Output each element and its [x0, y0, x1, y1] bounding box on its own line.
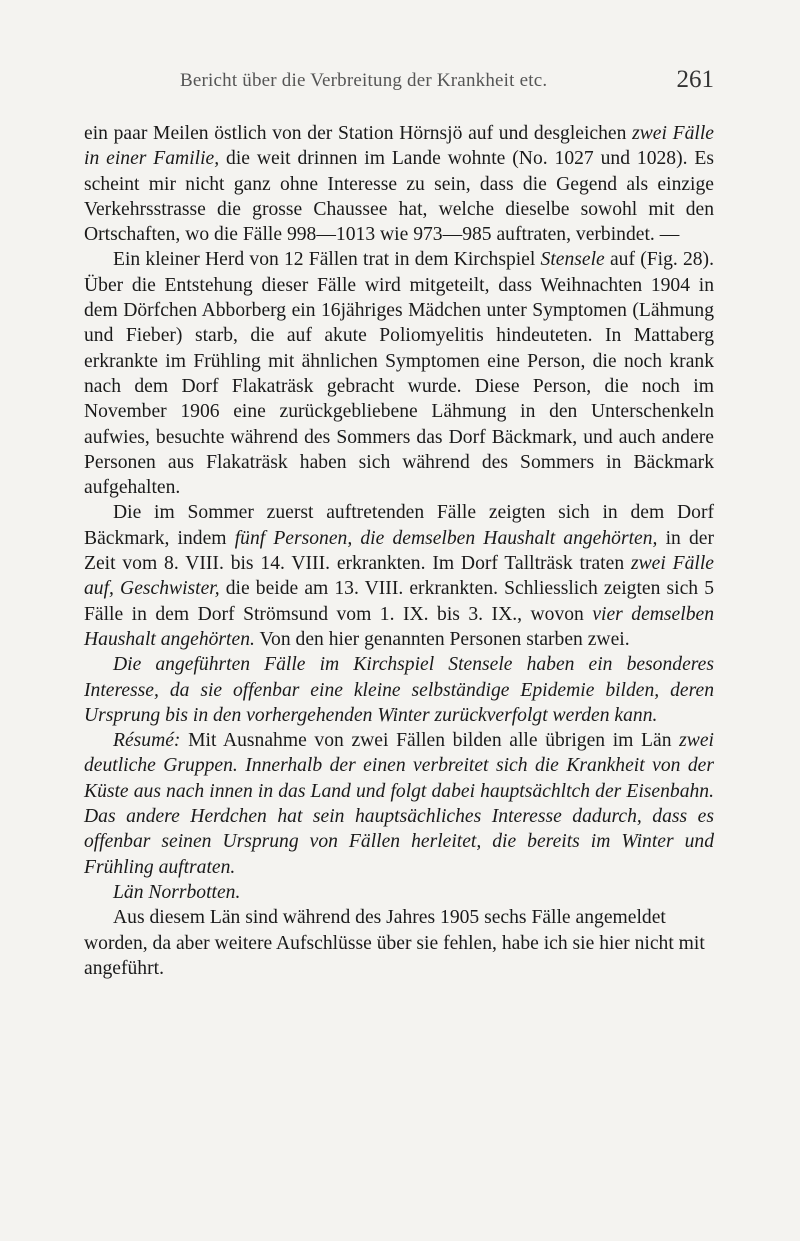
italic-run: fünf Personen, die demselben Haushalt angehörten, [234, 527, 658, 549]
paragraph-4 [84, 652, 714, 728]
text-run: Mit Ausnahme von zwei Fällen bilden alle übrigen im Län [188, 730, 672, 752]
paragraph-3 [84, 500, 714, 652]
paragraph-5 [84, 728, 714, 880]
paragraph-1 [84, 121, 714, 247]
paragraph-2 [84, 247, 714, 500]
italic-run: zwei deutliche Gruppen. Innerhalb der einen verbreitet sich die Krankheit von der Küste aus nach innen in das Land und folgt dabei hauptsächltch der Eisenbahn. Das andere Herdchen hat sein hauptsächliches Interesse dadurch, dass es offenbar seinen Ursprung von Fällen herleitet, die bereits im Winter und Frühling auftraten. [84, 730, 714, 878]
running-header [84, 66, 714, 102]
body-text [84, 121, 714, 981]
italic-run: Résumé: [113, 730, 181, 752]
text-run: Ein kleiner Herd von 12 Fällen trat in dem Kirchspiel [113, 249, 536, 271]
text-run: die beide am 13. VIII. erkrankten. Schliesslich zeigten sich 5 Fälle in dem Dorf Strömsund vom 1. IX. bis 3. IX., wovon [84, 578, 714, 625]
text-run: Die im Sommer zuerst auftretenden Fälle zeigten sich in dem Dorf Bäckmark, indem [84, 502, 714, 549]
text-run: ein paar Meilen östlich von der Station Hörnsjö auf und desgleichen [84, 123, 627, 144]
italic-run: zwei Fälle auf, Geschwister, [84, 553, 714, 600]
text-run: auf (Fig. 28). Über die Entstehung dieser Fälle wird mitgeteilt, dass Weihnachten 1904 in dem Dörfchen Abborberg ein 16jähriges Mädchen unter Symptomen (Lähmung und Fieber) starb, die auf akute Poliomyelitis hindeuteten. In Mattaberg erkrankte im Frühling mit ähnlichen Symptomen eine Person, die noch krank nach dem Dorf Flakaträsk gebracht wurde. Diese Person, die noch im November 1906 eine zurückgebliebene Lähmung in den Unterschenkeln aufwies, besuchte während des Sommers das Dorf Bäckmark, und auch andere Personen aus Flakaträsk haben sich während des Sommers in Bäckmark aufgehalten. [84, 249, 714, 499]
running-title: Bericht über die Verbreitung der Krankheit etc. [180, 70, 548, 91]
text-run: die weit drinnen im Lande wohnte (No. 1027 und 1028). Es scheint mir nicht ganz ohne Interesse zu sein, dass die Gegend als einzige Verkehrsstrasse die grosse Chaussee hat, welche dieselbe sowohl mit den Ortschaften, wo die Fälle 998—1013 wie 973—985 auftraten, verbindet. — [84, 148, 715, 246]
text-run: in der Zeit vom 8. VIII. bis 14. VIII. erkrankten. Im Dorf Tallträsk traten [84, 527, 714, 575]
page-number: 261 [676, 66, 714, 93]
italic-run: zwei Fälle in einer Familie, [84, 123, 714, 170]
italic-run: Stensele [540, 249, 605, 271]
text-run: Von den hier genannten Personen starben zwei. [259, 628, 630, 650]
italic-run: Die angeführten Fälle im Kirchspiel Stensele haben ein besonderes Interesse, da sie offenbar eine kleine selbständige Epidemie bilden, deren Ursprung bis in den vorhergehenden Winter zurückverfolgt werden kann. [84, 654, 714, 726]
italic-run: vier demselben Haushalt angehörten. [84, 603, 714, 650]
text-run: Aus diesem Län sind während des Jahres 1905 sechs Fälle angemeldet worden, da aber weitere Aufschlüsse über sie fehlen, habe ich sie hier nicht mit angeführt. [84, 907, 705, 979]
italic-run: Län Norrbotten. [113, 881, 241, 903]
section-heading [84, 880, 714, 905]
paragraph-7 [84, 905, 714, 981]
